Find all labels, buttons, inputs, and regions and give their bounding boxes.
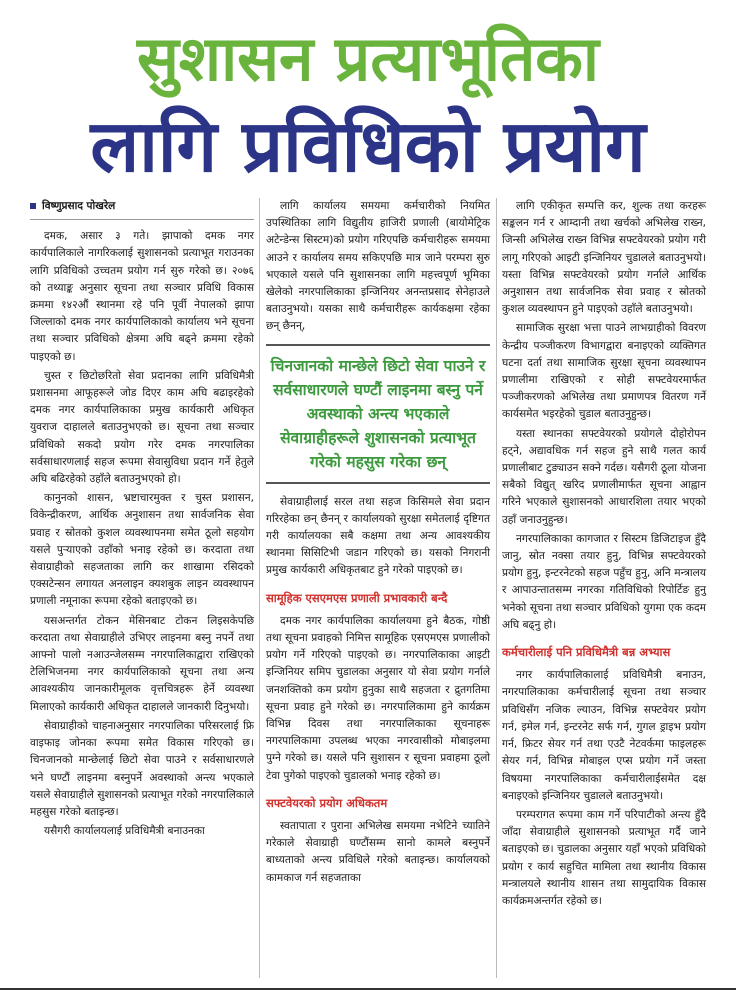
article-column-1 [30, 198, 254, 842]
subheading-software: सफ्टवेयरको प्रयोग अधिकतम [266, 795, 388, 810]
paragraph: नगरपालिकाका कागजात र सिस्टम डिजिटाइज हुँदै जानु, स्रोत नक्सा तयार हुनु, विभिन्न सफ्टवेयरको प्रयोग हुनु, इन्टरनेटको सहज पहुँच हुनु, अनि मन्त्रालय र आपाउन्तातसम्म नगरका गतिविधिको रिपोर्टिङ हुनु भनेको सूचना तथा सञ्चार प्रविधिको युगमा एक कदम अघि बढ्नु हो। [502, 532, 706, 631]
paragraph: यसैगरी कार्यालयलाई प्रविधिमैत्री बनाउनका [44, 825, 205, 838]
bullet-square-icon [30, 203, 36, 209]
paragraph: स्वतापाता र पुराना अभिलेख समयमा नभेटिने च्यातिने गरेकाले सेवाग्राही घण्टौंसम्म सानो कामले बस्नुपर्ने बाध्यताको अन्त्य प्रविधिले गरेको बताइन्छ। कार्यालयको कामकाज गर्न सहजताका [266, 820, 490, 884]
paragraph: कानुनको शासन, भ्रष्टाचारमुक्त र चुस्त प्रशासन, विकेन्द्रीकरण, आर्थिक अनुशासन तथा सार्वजनिक सेवा प्रवाह र स्रोतको कुशल व्यवस्थापनमा समेत ठूलो सहयोग यसले पुऱ्याएको उहाँको भनाइ रहेको छ। करदाता तथा सेवाग्राहीको सहजताका लागि कर शाखामा रसिदको एक्सटेन्सन लगायत अनलाइन क्यशबुक लाइन व्यवस्थापन प्रणाली नमूनाका रूपमा रहेको बताइएको छ। [30, 492, 254, 608]
bottom-rule [0, 988, 736, 990]
paragraph: लागि एकीकृत सम्पत्ति कर, शुल्क तथा करहरू सङ्कलन गर्न र आम्दानी तथा खर्चको अभिलेख राख्न, जिन्सी अभिलेख राख्न विभिन्न सफ्टवेयरको प्रयोग गरी लागू गरिएको आइटी इन्जिनियर चुडालले बताउनुभयो। यस्ता विभिन्न सफ्टवेयरको प्रयोग गर्नाले आर्थिक अनुशासन तथा सार्वजनिक सेवा प्रवाह र स्रोतको कुशल व्यवस्थापन हुने पाइएको उहाँले बताउनुभयो। [502, 200, 706, 316]
paragraph: दमक नगर कार्यपालिका कार्यालयमा हुने बैठक, गोष्ठी तथा सूचना प्रवाहको निमित्त सामूहिक एसएमएस प्रणालीको प्रयोग गर्ने गरिएको पाइएको छ। नगरपालिकाका आइटी इन्जिनियर समिप चुडालका अनुसार यो सेवा प्रयोग गर्नाले जनशक्तिको कम प्रयोग हुनुका साथै सहजता र द्रुतगतिमा सूचना प्रवाह हुने गरेको छ। नगरपालिकामा हुने कार्यक्रम विभिन्न दिवस तथा नगरपालिकाका सूचनाहरू नगरपालिकामा उपलब्ध भएका नगरवासीको मोबाइलमा पुग्ने गरेको छ। यसले पनि सुशासन र सूचना प्रवाहमा ठूलो टेवा पुगेको पाइएको चुडालको भनाइ रहेको छ। [266, 614, 490, 782]
headline-line-2: लागि प्रविधिको प्रयोग [90, 104, 646, 188]
subheading-sms: सामूहिक एसएमएस प्रणाली प्रभावकारी बन्दै [266, 590, 448, 605]
byline [30, 198, 254, 220]
paragraph: दमक, असार ३ गते। झापाको दमक नगर कार्यपालिकाले नागरिकलाई सुशासनको प्रत्याभूत गराउनका लागि प्रविधिको उच्चतम प्रयोग गर्न सुरु गरेको छ। २०७६ को तथ्याङ्क अनुसार सूचना तथा सञ्चार प्रविधि विकास क्रममा १४२औं स्थानमा रहे पनि पूर्वी नेपालको झापा जिल्लाको दमक नगर कार्यपालिकाको कार्यालय भने सूचना तथा सञ्चार प्रविधिको क्षेत्रमा अघि बढ्ने क्रममा रहेको पाइएको छ। [30, 230, 254, 363]
subheading-staff-training: कर्मचारीलाई पनि प्रविधिमैत्री बन्न अभ्यास [502, 645, 671, 660]
headline-line-1: सुशासन प्रत्याभूतिका [137, 22, 599, 95]
paragraph: सेवाग्राहीको चाहनाअनुसार नगरपालिका परिसरलाई फ्रि वाइफाइ जोनका रूपमा समेत विकास गरिएको छ। चिनजानको मान्छेलाई छिटो सेवा पाउने र सर्वसाधारणले भने घण्टौं लाइनमा बस्नुपर्ने अवस्थाको अन्त्य भएकाले यसले सेवाग्राहीले सुशासनको प्रत्याभूत गरेको नगरपालिकाले महसुस गरेको बताइन्छ। [30, 719, 254, 818]
pull-quote: चिनजानको मान्छेले छिटो सेवा पाउने र सर्वसाधारणले घण्टौं लाइनमा बस्नु पर्ने अवस्थाको अन्त्य भएकाले सेवाग्राहीहरूले शुशासनको प्रत्याभूत गरेको महसुस गरेका छन् [266, 344, 490, 484]
paragraph: परम्परागत रूपमा काम गर्ने परिपाटीको अन्त्य हुँदै जाँदा सेवाग्राहीले सुशासनको प्रत्याभूत गर्दै जाने बताइएको छ। चुडालका अनुसार यहाँ भएको प्रविधिको प्रयोग र कार्य सहुचित मामिला तथा स्थानीय विकास मन्त्रालयले स्थानीय शासन तथा सामुदायिक विकास कार्यक्रमअन्तर्गत रहेको छ। [502, 808, 706, 907]
article-column-2 [266, 198, 490, 889]
paragraph: चुस्त र छिटोछरितो सेवा प्रदानका लागि प्रविधिमैत्री प्रशासनमा आफूहरूले जोड दिएर काम अघि बढाइरहेको दमक नगर कार्यपालिकाका प्रमुख कार्यकारी अधिकृत युवराज दाहालले बताउनुभएको छ। सूचना तथा सञ्चार प्रविधिको सकदो प्रयोग गरेर दमक नगरपालिका सर्वसाधारणलाई सहज रूपमा सेवासुविधा प्रदान गर्ने हेतुले अघि बढिरहेको उहाँले बताउनुभएको हो। [30, 369, 254, 486]
paragraph: सामाजिक सुरक्षा भत्ता पाउने लाभग्राहीको विवरण केन्द्रीय पञ्जीकरण विभागद्वारा बनाइएको व्यक्तिगत घटना दर्ता तथा सामाजिक सुरक्षा सूचना व्यवस्थापन प्रणालीमा राखिएको र सोही सफ्टवेयरमार्फत पञ्जीकरणको अभिलेख तथा प्रमाणपत्र वितरण गर्ने कार्यसमेत भइरहेको चुडाल बताउनुहुन्छ। [502, 322, 706, 421]
paragraph: यस्ता स्थानका सफ्टवेयरको प्रयोगले दोहोरोपन हट्ने, अद्यावधिक गर्न सहज हुने साथै गलत कार्य प्रणालीबाट टुङ्याउन सक्ने गर्दछ। यसैगरी ठूला योजना सबैको विद्युत् खरिद प्रणालीमार्फत सूचना आह्वान गरिने भएकाले सुशासनको आधारशिला तयार भएको उहाँ जनाउनुहुन्छ। [502, 427, 706, 526]
paragraph: नगर कार्यपालिकालाई प्रविधिमैत्री बनाउन, नगरपालिकाका कर्मचारीलाई सूचना तथा सञ्चार प्रविधिसँग नजिक ल्याउन, विभिन्न सफ्टवेयर प्रयोग गर्न, इमेल गर्न, इन्टरनेट सर्फ गर्न, गुगल ड्राइभ प्रयोग गर्न, फ्रिटर सेयर गर्न तथा एउटै नेटवर्कमा फाइलहरू सेयर गर्न, विभिन्न मोबाइल एप्स प्रयोग गर्ने जस्ता विषयमा नगरपालिकाका कर्मचारीलाईसमेत दक्ष बनाइएको इन्जिनियर चुडालले बताउनुभयो। [502, 669, 706, 802]
byline-name: विष्णुप्रसाद पोखरेल [42, 200, 116, 212]
paragraph: यसअन्तर्गत टोकन मेसिनबाट टोकन लिइसकेपछि करदाता तथा सेवाग्राहीले उभिएर लाइनमा बस्नु नपर्ने तथा आफ्नो पालो नआउन्जेलसम्म नगरपालिकाद्वारा राखिएको टेलिभिजनमा नगर कार्यपालिकाको सूचना तथा अन्य आवश्यकीय जानकारीमूलक वृत्तचित्रहरू हेर्ने व्यवस्था मिलाएको कार्यकारी अधिकृत दाहालले जानकारी दिनुभयो। [30, 614, 254, 713]
column-divider [496, 198, 497, 978]
paragraph: सेवाग्राहीलाई सरल तथा सहज किसिमले सेवा प्रदान गरिरहेका छन् छैनन् र कार्यालयको सुरक्षा समेतलाई दृष्टिगत गरी कार्यालयका सबै कक्षमा तथा अन्य आवश्यकीय स्थानमा सिसिटिभी जडान गरिएको छ। यसको निगरानी प्रमुख कार्यकारी अधिकृतबाट हुने गरेको पाइएको छ। [266, 495, 490, 577]
article-column-3 [502, 198, 706, 912]
paragraph: लागि कार्यालय समयमा कर्मचारीको नियमित उपस्थितिका लागि विद्युतीय हाजिरी प्रणाली (बायोमेट्रिक अटेन्डेन्स सिस्टम)को प्रयोग गरिएपछि कर्मचारीहरू समयमा आउने र कार्यालय समय सकिएपछि मात्र जाने परम्परा सुरु भएकाले यसले पनि सुशासनका लागि महत्त्वपूर्ण भूमिका खेलेको नगरपालिकाका इन्जिनियर अनन्तप्रसाद सेनेहाउले बताउनुभयो। यसका साथै कर्मचारीहरू कार्यकक्षमा रहेका छन् छैनन्, [266, 200, 490, 333]
column-divider [259, 198, 260, 978]
